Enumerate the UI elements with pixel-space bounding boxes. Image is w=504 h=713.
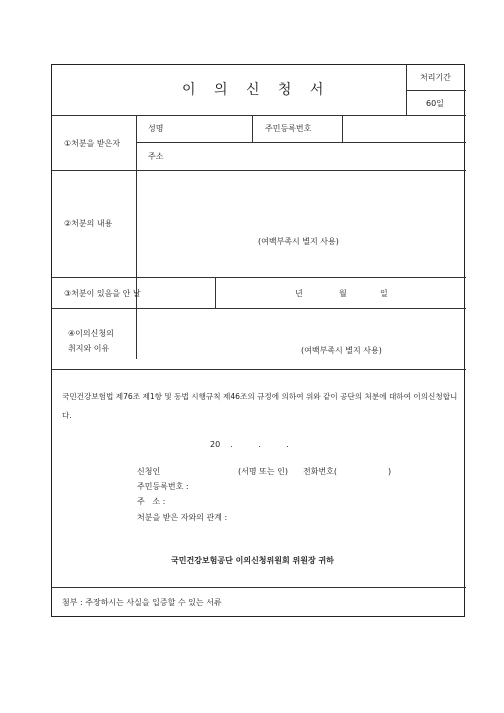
name-label: 성명: [148, 124, 164, 133]
divider: [215, 277, 216, 308]
divider: [52, 115, 466, 116]
divider: [342, 115, 343, 142]
divider: [136, 142, 466, 143]
processing-period-label: 처리기간: [420, 73, 451, 82]
rrn-label: 주민등록번호: [265, 124, 312, 133]
section3-label: ③처분이 있음을 안 날: [64, 289, 141, 298]
divider: [52, 587, 466, 588]
year-label: 년: [295, 289, 303, 298]
attachment-note: 첨부 : 주장하시는 사실을 입증할 수 있는 서류: [62, 598, 222, 607]
divider: [52, 308, 466, 309]
section4-label-line2: 취지와 이유: [68, 344, 110, 353]
relation-label: 처분을 받은 자와의 관계 :: [137, 513, 228, 522]
divider: [52, 277, 466, 278]
day-label: 일: [380, 289, 388, 298]
divider: [406, 90, 466, 91]
divider: [252, 115, 253, 142]
section4-note: (여백부족시 별지 사용): [301, 346, 382, 355]
objection-application-form: [51, 64, 465, 617]
address-label: 주소: [148, 152, 164, 161]
declaration-text: 국민건강보험법 제76조 제1항 및 동법 시행규칙 제46조의 규정에 의하여 위와 같이 공단의 처분에 대하여 이의신청합니다.: [62, 392, 458, 420]
section1-label: ①처분을 받은자: [64, 139, 121, 148]
applicant-rrn-label: 주민등록번호 :: [137, 482, 189, 491]
applicant-label: 신청인: [137, 467, 161, 476]
sign-note: (서명 또는 인): [238, 467, 288, 476]
applicant-address-label: 주 소 :: [137, 497, 166, 506]
month-label: 월: [339, 289, 347, 298]
section2-note: (여백부족시 별지 사용): [258, 237, 339, 246]
declaration-date: 20 . . .: [210, 440, 289, 449]
section2-label: ②처분의 내용: [64, 219, 113, 228]
phone-close: ): [388, 467, 392, 476]
divider: [136, 115, 137, 359]
processing-period-value: 60일: [426, 99, 444, 108]
recipient: 국민건강보험공단 이의신청위원회 위원장 귀하: [171, 556, 334, 565]
divider: [52, 170, 466, 171]
form-title: 이 의 신 청 서: [182, 82, 331, 98]
phone-label: 전화번호(: [303, 467, 338, 476]
section4-label-line1: ④이의신청의: [68, 329, 114, 338]
divider: [52, 369, 466, 370]
